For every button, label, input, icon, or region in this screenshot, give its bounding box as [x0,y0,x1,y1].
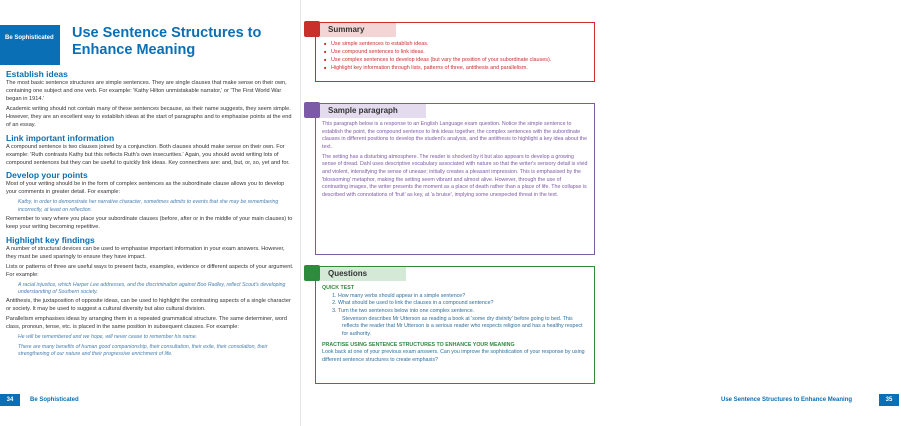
example-text: There are many benefits of human good companionship, their consultation, their exile, their consolation, their strengthening of our nature and their progressive enrichment of life. [18,343,268,357]
sample-paragraph: The setting has a disturbing atmosphere. The reader is shocked by it but also appears to develop a growing sense of dread. Dahl uses descriptive vocabulary associated with nature so that the writer's sensory detail is vivid and violent, intensifying the sense of unease; initially creates a pleasant impression. This is emphasised by the 'blossoming' metaphor, making the setting seem vibrant and almost alive. However, through the use of contrasting images, the writer presents the moment as a place of death rather than a place of life. The collapse is described with connotations of 'fruit' as key, at 'a bruise', implying some unexpected threat in the text. [322,153,588,199]
quick-test-passage: Stevenson describes Mr Utterson as reading a book at 'some dry divinity' before going to bed. This reflects the reader that Mr Utterson is a serious reader who respects religion and has a healthy respect for authority. [342,315,583,338]
page-title-line2: Enhance Meaning [72,41,196,58]
right-page [300,0,893,426]
body-text: The most basic sentence structures are simple sentences. They are single clauses that make sense on their own, containing one subject and one verb. For example: 'Kathy Hilton unmistakable narrator,' or 'The First World War began in 1914.' [6,80,287,102]
example-text: A racial injustice, which Harper Lee addresses, and the discrimination against Boo Radley, reflect Scout's developing understanding of Southern society. [18,281,286,296]
summary-box [315,22,595,82]
quick-test-list [322,293,588,316]
left-footer [0,394,150,406]
example-text: Kathy, in order to demonstrate her narrative character, sometimes admits to events that she may be remembering incorrectly, at least on reflection. [18,199,279,213]
footer-text: Use Sentence Structures to Enhance Meaning [721,397,853,403]
sample-box [315,103,595,255]
sample-content [316,118,594,205]
quick-test-item: 2. What should be used to link the clauses in a compound sentence? [338,300,588,308]
heading-establish-ideas: Establish ideas [6,69,68,79]
sample-header [316,104,594,118]
body-text: Antithesis, the juxtaposition of opposite ideas, can be used to highlight the contrasting aspects of a single character or society. It may be used to suggest a cultural diversity but also cultural division. [6,298,291,313]
page-number: 35 [879,394,899,406]
quick-test-label: QUICK TEST [322,285,355,291]
section-tag: Be Sophisticated [0,25,60,65]
questions-header [316,267,594,281]
summary-item: ■ Highlight key information through lists, patterns of three, antithesis and parallelism. [324,64,588,72]
sample-icon [304,102,320,118]
body-text: Most of your writing should be in the form of complex sentences as the subordinate clause allows you to develop your comments in greater detail. For example: [6,181,285,196]
body-text: A compound sentence is two clauses joined by a conjunction. Both clauses should make sense on their own. For example: 'Ruth contrasts Kathy but this reflects Ruth's own insecurities.' Again, you should avoid writing lots of compound sentences but they can be useful to quickly link ideas. Key connectives are: and, but, or, so, yet and for. [6,143,290,166]
body-text: Remember to vary where you place your subordinate clauses (before, after or in the middle of your main clauses) to keep your writing becoming repetitive. [6,216,293,230]
page-header [0,25,300,65]
page-title [72,25,261,58]
summary-header [316,23,594,37]
page-number: 34 [0,394,20,406]
left-content [6,66,294,360]
questions-box [315,266,595,384]
page-title-line1: Use Sentence Structures to [72,25,262,41]
summary-item: ■ Use compound sentences to link ideas. [324,48,588,56]
heading-develop-points: Develop your points [6,170,88,181]
heading-link-information: Link important information [6,132,115,143]
right-footer [601,394,901,406]
body-text: A number of structural devices can be used to emphasise important information in your exam answers. However, they must be used sparingly to ensure they have impact. [6,245,285,260]
summary-item: ■ Use simple sentences to establish ideas. [324,40,588,48]
summary-icon [304,21,320,37]
questions-content [316,281,594,368]
sample-title: Sample paragraph [328,106,398,115]
example-text: He will be remembered and we hope, will never cease to remember his name. [18,334,198,341]
practise-label: PRACTISE USING SENTENCE STRUCTURES TO ENHANCE YOUR MEANING [322,341,515,348]
summary-title: Summary [328,25,365,34]
practise-text: Look back at one of your previous exam answers. Can you improve the sophistication of your response by using different sentence structures to create emphasis? [322,349,585,364]
left-page [0,0,300,426]
quick-test-item: 3. Turn the two sentences below into one complex sentence. [338,308,588,316]
quick-test-item: 1. How many verbs should appear in a simple sentence? [338,293,588,301]
questions-icon [304,265,320,281]
body-text: Parallelism emphasises ideas by arranging them in a repeated grammatical structure. The same determiner, word class, pronoun, tense, etc. is placed in the same position in subsequent clauses. For example: [6,316,287,331]
body-text: Lists or patterns of three are useful ways to present facts, examples, evidence or different aspects of your argument. For example: [6,263,294,278]
body-text: Academic writing should not contain many of these sentences because, as their name suggests, they seem simple. However, they are an excellent way to establish ideas at the start of paragraphs and to emphasise points at the end of an essay. [6,105,292,128]
questions-title: Questions [328,269,368,278]
summary-list [316,37,594,72]
heading-highlight-findings: Highlight key findings [6,234,95,245]
footer-text: Be Sophisticated [30,397,79,403]
sample-intro: This paragraph below is a response to an English Language exam question. Notice the simple sentence to establish the point, the compound sentence to link ideas together, the complex sentences with the subordinate clauses in different positions to develop the student's analysis, and the antithesis to highlight a key idea about the text. [322,121,588,151]
summary-item: ■ Use complex sentences to develop ideas (but vary the position of your subordinate clauses). [324,56,588,64]
